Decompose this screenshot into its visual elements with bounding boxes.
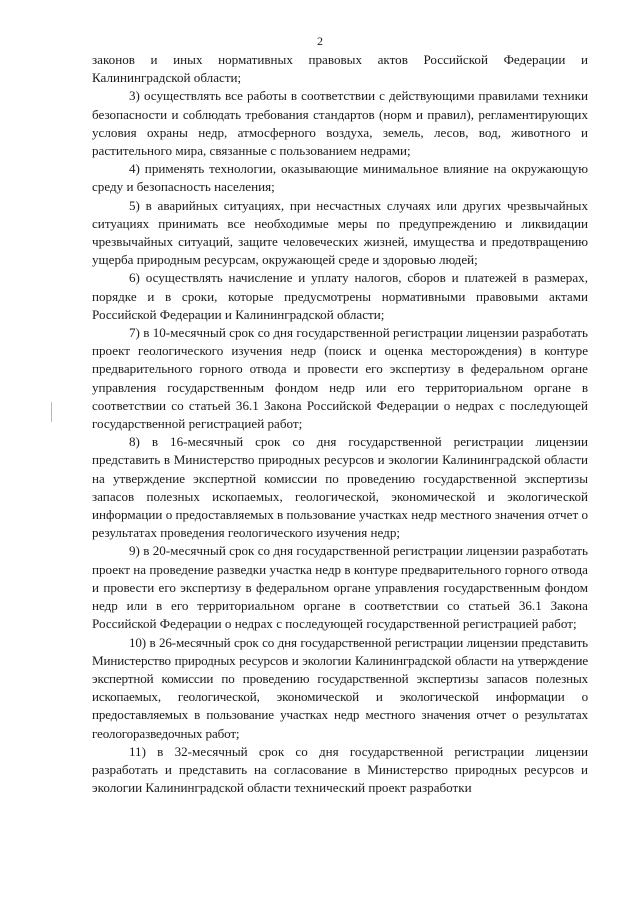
- paragraph-item-4: 4) применять технологии, оказывающие минимальное влияние на окружающую среду и безопасность населения;: [92, 161, 588, 195]
- paragraph-item-11: 11) в 32-месячный срок со дня государственной регистрации лицензии разработать и представить на согласование в Министерство природных ресурсов и экологии Калининградской области технический проект разработки: [92, 743, 588, 796]
- paragraph-item-3: 3) осуществлять все работы в соответствии с действующими правилами техники безопасности и соблюдать требования стандартов (норм и правил), регламентирующих условия охраны недр, атмосферного воздуха, земель, лесов, вод, животного и растительного мира, связанные с пользованием недрами;: [92, 88, 588, 159]
- paragraph-item-7: 7) в 10-месячный срок со дня государственной регистрации лицензии разработать проект геологического изучения недр (поиск и оценка месторождения) в контуре предварительного горного отвода и провести его экспертизу в федеральном органе управления государственным фондом недр или его территориальном органе в соответствии со статьей 36.1 Закона Российской Федерации о недрах с последующей государственной регистрацией работ;: [92, 325, 588, 432]
- page-number: 2: [317, 34, 323, 48]
- paragraph-item-6: 6) осуществлять начисление и уплату налогов, сборов и платежей в размерах, порядке и в сроки, которые предусмотрены нормативными правовыми актами Российской Федерации и Калининградской области;: [92, 270, 588, 322]
- paragraph-item-10: 10) в 26-месячный срок со дня государственной регистрации лицензии представить Министерство природных ресурсов и экологии Калининградской области на утверждение экспертной комиссии по проведению государственной экспертизы запасов полезных ископаемых, геологической, экономической и экологической информации о предоставляемых в пользование участках недр местного значения отчет о результатах геологоразведочных работ;: [92, 634, 588, 741]
- paragraph-continuation: законов и иных нормативных правовых актов Российской Федерации и Калининградской области;: [92, 52, 588, 86]
- margin-mark: [51, 402, 52, 422]
- paragraph-item-8: 8) в 16-месячный срок со дня государственной регистрации лицензии представить в Министерство природных ресурсов и экологии Калининградской области на утверждение экспертной комиссии по проведению государственной экспертизы запасов полезных ископаемых, геологической, экономической и экологической информации о предоставляемых в пользование участках недр местного значения отчет о результатах проведения геологического изучения недр;: [92, 434, 588, 541]
- document-body: [92, 51, 588, 797]
- paragraph-item-9: 9) в 20-месячный срок со дня государственной регистрации лицензии разработать проект на проведение разведки участка недр в контуре предварительного горного отвода и провести его экспертизу в федеральном органе управления государственным фондом недр или в его территориальном органе в соответствии со статьей 36.1 Закона Российской Федерации о недрах с последующей государственной регистрацией работ;: [92, 543, 588, 632]
- paragraph-item-5: 5) в аварийных ситуациях, при несчастных случаях или других чрезвычайных ситуациях принимать все необходимые меры по предупреждению и ликвидации чрезвычайных ситуаций, защите человеческих жизней, имущества и предотвращению ущерба природным ресурсам, окружающей среде и здоровью людей;: [92, 197, 588, 268]
